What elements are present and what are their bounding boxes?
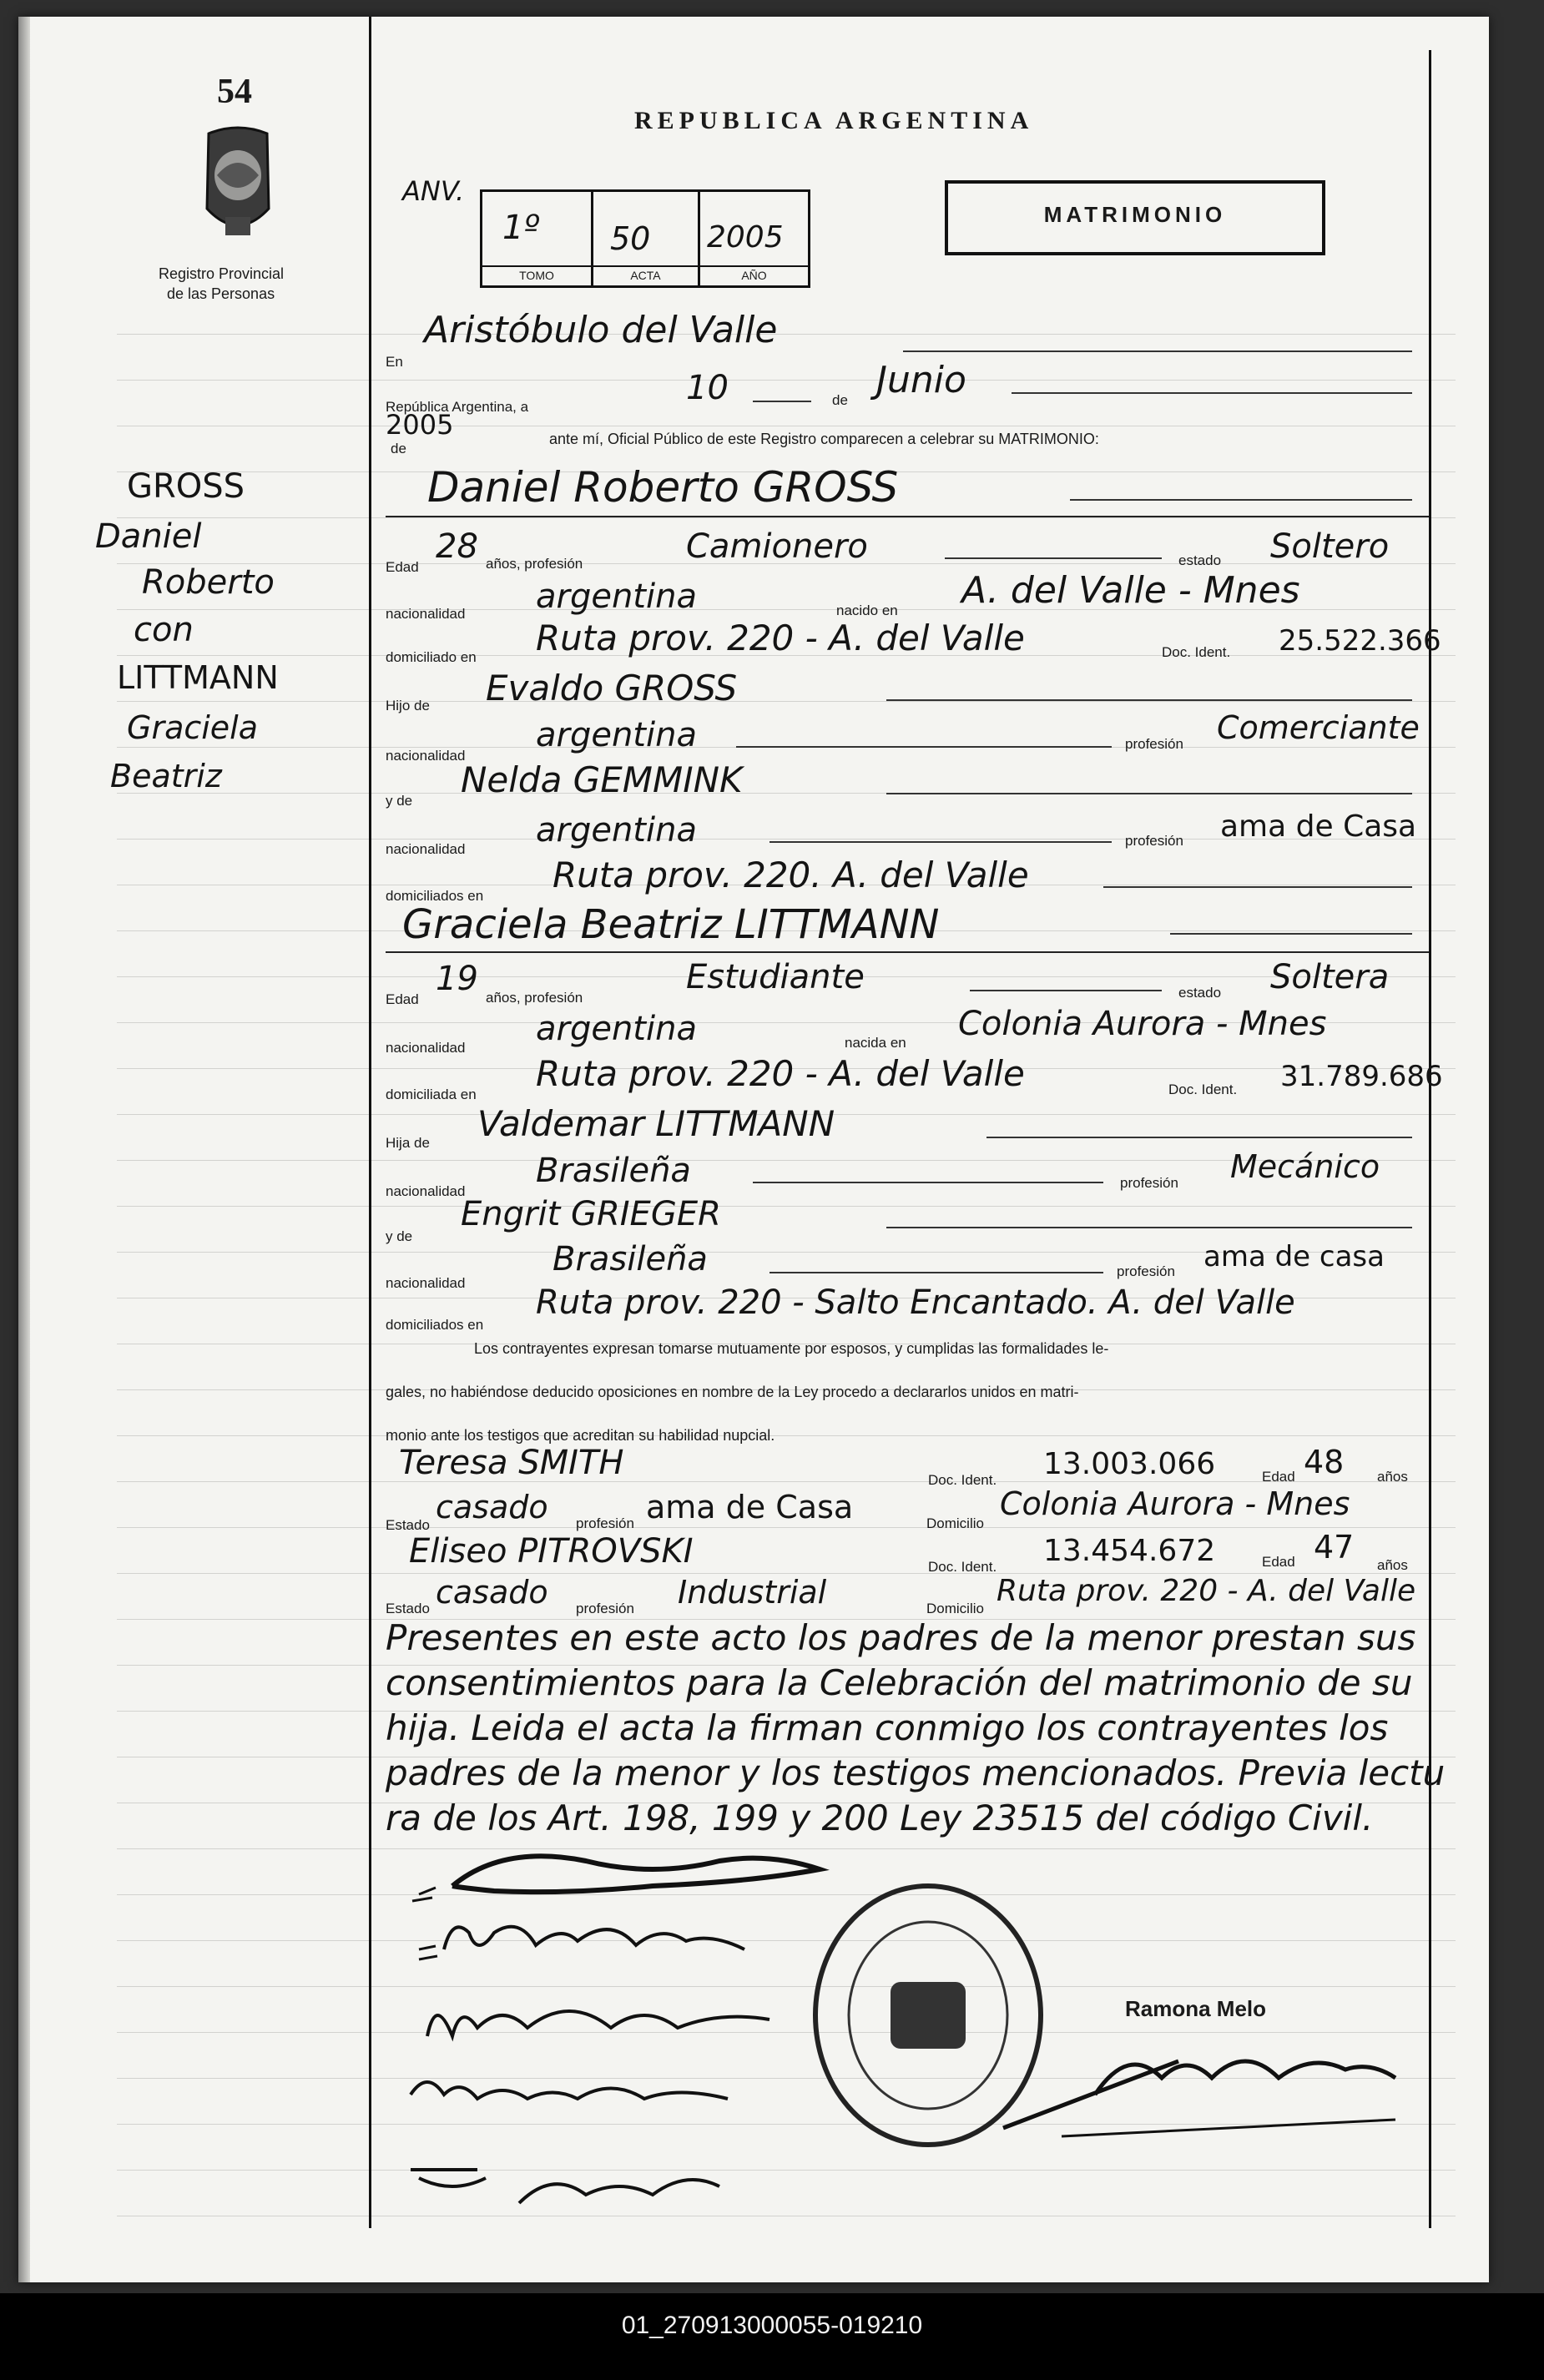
bride-hija-label: Hija de: [386, 1135, 430, 1151]
witness1-edad-label: Edad: [1262, 1469, 1295, 1485]
notes-line-4: padres de la menor y los testigos mencionados. Previa lectu: [386, 1752, 1446, 1793]
groom-name-leader: [1070, 499, 1412, 501]
bride-domicilio: Ruta prov. 220 - A. del Valle: [536, 1053, 1025, 1094]
register-page: [18, 17, 1489, 2282]
witness2-name: Eliseo PITROVSKI: [409, 1532, 694, 1571]
bride-nac-label: nacionalidad: [386, 1040, 466, 1056]
year-value: 2005: [386, 409, 454, 441]
groom-padres-dom-leader: [1103, 886, 1412, 888]
groom-doc-label: Doc. Ident.: [1162, 644, 1231, 660]
signature-bride: [411, 1899, 795, 1974]
witness2-anos-label: años: [1377, 1557, 1408, 1573]
ruled-line: [117, 334, 1456, 335]
anv-mark: ANV.: [402, 175, 465, 207]
margin-name-1: Daniel: [95, 517, 202, 556]
footer-bar: [0, 2293, 1544, 2380]
groom-padre-nac: argentina: [536, 716, 697, 754]
witness2-dom-label: Domicilio: [926, 1601, 984, 1616]
bride-madre-nac: Brasileña: [553, 1240, 708, 1278]
page-number: 54: [217, 73, 252, 111]
witness2-doc: 13.454.672: [1043, 1534, 1216, 1568]
witness2-domicilio: Ruta prov. 220 - A. del Valle: [997, 1574, 1416, 1608]
bride-estado: Soltera: [1270, 958, 1390, 996]
groom-madre-prof-label: profesión: [1125, 833, 1183, 849]
groom-domicilio: Ruta prov. 220 - A. del Valle: [536, 618, 1025, 658]
witness1-profesion: ama de Casa: [646, 1489, 854, 1525]
right-border: [1429, 50, 1431, 2228]
de-label: de: [832, 392, 848, 408]
groom-nac-label: nacionalidad: [386, 606, 466, 622]
en-label: En: [386, 354, 403, 370]
groom-padre-prof-label: profesión: [1125, 736, 1183, 752]
witness2-profesion: Industrial: [678, 1574, 827, 1611]
bride-nacida: Colonia Aurora - Mnes: [958, 1005, 1327, 1043]
official-name: Ramona Melo: [1125, 1996, 1267, 2021]
acta-cell: [593, 192, 700, 285]
republica-label: República Argentina, a: [386, 399, 529, 415]
groom-padre-nac-leader: [736, 746, 1112, 748]
groom-doc: 25.522.366: [1279, 624, 1441, 658]
groom-madre-leader: [886, 793, 1412, 794]
signature-mother: [394, 2053, 744, 2120]
groom-name: Daniel Roberto GROSS: [427, 463, 899, 512]
groom-profesion: Camionero: [686, 527, 868, 566]
notes-line-2: consentimientos para la Celebración del matrimonio de su: [386, 1662, 1413, 1703]
acta-label: ACTA: [593, 265, 698, 282]
witness2-edad: 47: [1314, 1529, 1355, 1566]
witness2-estado: casado: [436, 1574, 548, 1611]
witness1-estado: casado: [436, 1489, 548, 1525]
groom-prof-leader: [945, 557, 1162, 559]
bride-madre-nac-leader: [769, 1272, 1103, 1273]
bride-nacida-label: nacida en: [845, 1035, 906, 1051]
bride-section-rule: [386, 951, 1429, 953]
groom-padre-leader: [886, 699, 1412, 701]
bride-madre-prof: ama de casa: [1203, 1240, 1385, 1273]
ano-value: 2005: [707, 220, 784, 255]
bride-edad-label: Edad: [386, 991, 419, 1007]
witness1-anos-label: años: [1377, 1469, 1408, 1485]
ruled-line: [117, 1206, 1456, 1207]
margin-name-3: Graciela: [127, 709, 259, 746]
bride-padre-prof-label: profesión: [1120, 1175, 1178, 1191]
groom-madre-nac: argentina: [536, 811, 697, 850]
place-value: Aristóbulo del Valle: [424, 309, 778, 351]
groom-section-rule: [386, 516, 1429, 517]
groom-edad-label: Edad: [386, 559, 419, 575]
ruled-line: [117, 517, 1456, 518]
signature-father: [402, 1978, 803, 2053]
ruled-line: [117, 380, 1456, 381]
groom-padres-dom: Ruta prov. 220. A. del Valle: [553, 855, 1029, 895]
ruled-line: [117, 1481, 1456, 1482]
bride-madre: Engrit GRIEGER: [461, 1195, 721, 1233]
witness1-estado-label: Estado: [386, 1517, 430, 1533]
ruled-line: [117, 1435, 1456, 1436]
margin-name-2: Roberto: [142, 563, 275, 602]
place-leader: [903, 350, 1412, 352]
bride-padre-nac: Brasileña: [536, 1152, 691, 1190]
margin-divider: [369, 17, 371, 2228]
doc-type-box: [945, 180, 1325, 255]
bride-padre: Valdemar LITTMANN: [477, 1103, 835, 1144]
bride-edad: 19: [436, 960, 478, 998]
notes-line-5: ra de los Art. 198, 199 y 200 Ley 23515 del código Civil.: [386, 1798, 1374, 1838]
witness1-domicilio: Colonia Aurora - Mnes: [1000, 1485, 1350, 1522]
registry-sub: de las Personas: [167, 285, 275, 302]
witness2-prof-label: profesión: [576, 1601, 634, 1616]
footer-code: 01_270913000055-019210: [621, 2312, 923, 2339]
witness1-prof-label: profesión: [576, 1515, 634, 1531]
bride-name: Graciela Beatriz LITTMANN: [402, 901, 940, 948]
bride-estado-label: estado: [1178, 985, 1222, 1001]
declaration-line-3: monio ante los testigos que acreditan su habilidad nupcial.: [386, 1427, 775, 1444]
ano-cell: [700, 192, 808, 285]
bride-madre-nac-label: nacionalidad: [386, 1275, 466, 1291]
groom-nacido-label: nacido en: [836, 603, 898, 618]
registry-name: Registro Provincial: [159, 265, 285, 282]
witness1-doc-label: Doc. Ident.: [928, 1472, 997, 1488]
tomo-label: TOMO: [482, 265, 591, 282]
bride-profesion: Estudiante: [686, 958, 865, 996]
bride-padre-prof: Mecánico: [1230, 1148, 1380, 1185]
groom-domicil-label: domiciliados en: [386, 888, 484, 904]
bride-padre-nac-label: nacionalidad: [386, 1183, 466, 1199]
declaration-line-1: Los contrayentes expresan tomarse mutuamente por esposos, y cumplidas las formalidades le-: [474, 1340, 1109, 1357]
witness1-doc: 13.003.066: [1043, 1447, 1216, 1481]
witness1-name: Teresa SMITH: [399, 1444, 624, 1482]
groom-yde-label: y de: [386, 793, 413, 809]
bride-madre-prof-label: profesión: [1117, 1263, 1175, 1279]
bride-domicil-label: domiciliados en: [386, 1317, 484, 1333]
declaration-line-2: gales, no habiéndose deducido oposiciones en nombre de la Ley procedo a declararlos unidos en matri-: [386, 1384, 1079, 1400]
signature-witnesses: [402, 2145, 769, 2220]
bride-doc: 31.789.686: [1280, 1060, 1443, 1093]
bride-madre-leader: [886, 1227, 1412, 1228]
signature-official: [995, 2028, 1412, 2145]
book-reference-box: [480, 189, 810, 288]
de2-label: de: [391, 441, 406, 456]
bride-padres-dom: Ruta prov. 220 - Salto Encantado. A. del Valle: [536, 1283, 1295, 1322]
groom-nacido: A. del Valle - Mnes: [961, 569, 1300, 612]
ano-label: AÑO: [700, 265, 808, 282]
margin-con: con: [134, 611, 194, 649]
witness1-dom-label: Domicilio: [926, 1515, 984, 1531]
appear-text: ante mí, Oficial Público de este Registro comparecen a celebrar su MATRIMONIO:: [549, 431, 1099, 447]
notes-line-3: hija. Leida el acta la firman conmigo los contrayentes los: [386, 1707, 1389, 1748]
groom-estado: Soltero: [1270, 527, 1390, 566]
ruled-line: [117, 701, 1456, 702]
country-title: REPUBLICA ARGENTINA: [634, 107, 1034, 134]
bride-padre-nac-leader: [753, 1182, 1103, 1183]
groom-madre: Nelda GEMMINK: [461, 759, 743, 800]
day-leader: [753, 401, 811, 402]
ruled-line: [117, 2170, 1456, 2171]
coat-of-arms-icon: [192, 125, 284, 250]
groom-hijo-label: Hijo de: [386, 698, 430, 713]
witness1-edad: 48: [1304, 1444, 1345, 1480]
margin-surname-2: LITTMANN: [117, 659, 279, 696]
groom-nacionalidad: argentina: [536, 577, 697, 616]
groom-madre-prof: ama de Casa: [1220, 809, 1417, 844]
witness2-doc-label: Doc. Ident.: [928, 1559, 997, 1575]
month-value: Junio: [876, 359, 966, 401]
margin-surname: GROSS: [127, 467, 245, 506]
bride-yde-label: y de: [386, 1228, 413, 1244]
ruled-line: [117, 1527, 1456, 1528]
bride-doc-label: Doc. Ident.: [1168, 1082, 1238, 1097]
witness2-estado-label: Estado: [386, 1601, 430, 1616]
tomo-cell: [482, 192, 593, 285]
doc-type-label: MATRIMONIO: [1043, 202, 1227, 227]
groom-estado-label: estado: [1178, 552, 1222, 568]
groom-dom-label: domiciliado en: [386, 649, 477, 665]
groom-madre-nac-label: nacionalidad: [386, 841, 466, 857]
witness2-edad-label: Edad: [1262, 1554, 1295, 1570]
groom-padre-nac-label: nacionalidad: [386, 748, 466, 764]
margin-name-4: Beatriz: [110, 758, 222, 794]
groom-padre-prof: Comerciante: [1217, 709, 1420, 746]
groom-madre-nac-leader: [769, 841, 1112, 843]
acta-value: 50: [610, 220, 651, 257]
bride-prof-leader: [970, 990, 1162, 991]
bride-dom-label: domiciliada en: [386, 1087, 477, 1102]
groom-padre: Evaldo GROSS: [486, 668, 738, 708]
bride-nacionalidad: argentina: [536, 1010, 697, 1048]
bride-padre-leader: [986, 1137, 1412, 1138]
day-value: 10: [686, 369, 729, 407]
tomo-value: 1º: [502, 209, 540, 247]
groom-edad: 28: [436, 527, 478, 566]
bride-name-leader: [1170, 933, 1412, 935]
groom-anos-prof-label: años, profesión: [486, 556, 583, 572]
month-leader: [1012, 392, 1412, 394]
notes-line-1: Presentes en este acto los padres de la menor prestan sus: [386, 1617, 1416, 1658]
bride-anos-prof-label: años, profesión: [486, 990, 583, 1006]
